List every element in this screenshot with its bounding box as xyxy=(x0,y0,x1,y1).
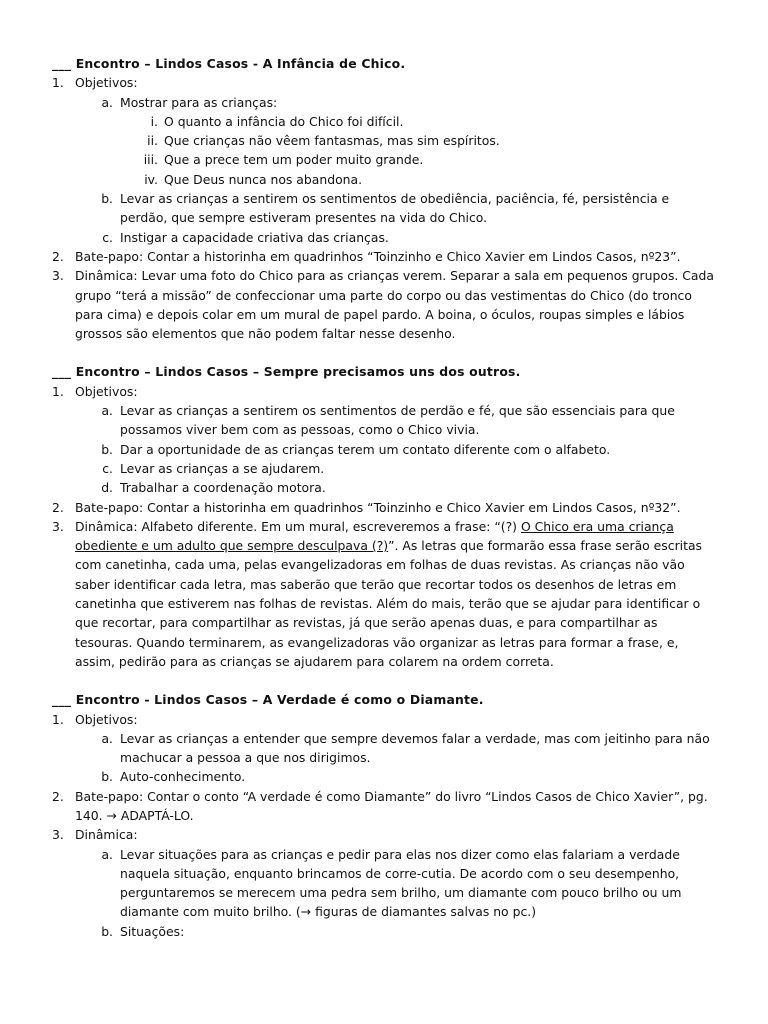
chat-item xyxy=(52,247,718,266)
objective-text: Trabalhar a coordenação motora. xyxy=(120,480,326,496)
dynamic-sub-text: Levar situações para as crianças e pedir para elas nos dizer como elas falariam a verdade naquela situação, enquanto brincamos de corre-cutia. De acordo com o seu desempenho, perguntaremos se merecem uma pedra sem brilho, um diamante com pouco brilho ou um diamante com muito brilho. (→ figuras de diamantes salvas no pc.) xyxy=(120,846,682,920)
objective-text: Dar a oportunidade de as crianças terem um contato diferente com o alfabeto. xyxy=(120,441,611,457)
dynamic-label: Dinâmica: xyxy=(75,827,138,843)
list-letter: a. xyxy=(101,94,113,110)
chat-item xyxy=(52,787,718,826)
objective-item xyxy=(52,459,718,478)
objective-text: Levar as crianças a sentirem os sentimentos de perdão e fé, que são essenciais para que possamos viver bem com as pessoas, como o Chico vivia. xyxy=(120,403,675,438)
list-number: 3. xyxy=(52,518,64,534)
objectives-label: Objetivos: xyxy=(75,383,138,399)
list-letter: b. xyxy=(101,191,113,207)
list-letter: b. xyxy=(101,441,113,457)
objective-text: Levar as crianças a sentirem os sentimentos de obediência, paciência, fé, persistência e perdão, que sempre estiveram presentes na vida do Chico. xyxy=(120,191,670,226)
sub-objective-text: Que crianças não vêem fantasmas, mas sim espíritos. xyxy=(164,133,500,149)
sub-objective-item xyxy=(52,170,718,189)
list-number: 3. xyxy=(52,268,64,284)
sub-objective-text: Que Deus nunca nos abandona. xyxy=(164,171,363,187)
list-letter: a. xyxy=(101,846,113,862)
objective-item xyxy=(52,93,718,112)
list-number: 1. xyxy=(52,75,64,91)
list-letter: b. xyxy=(101,923,113,939)
objectives-label: Objetivos: xyxy=(75,711,138,727)
dynamic-item xyxy=(52,517,718,671)
list-letter: a. xyxy=(101,730,113,746)
objective-item xyxy=(52,767,718,786)
dynamic-sub-text: Situações: xyxy=(120,923,185,939)
underlined-phrase: O Chico era uma criança obediente e um adulto que sempre desculpava (?) xyxy=(75,518,674,554)
section-heading: ___ Encontro – Lindos Casos - A Infância de Chico. xyxy=(52,56,406,71)
objectives-item xyxy=(52,73,718,92)
sub-objective-text: O quanto a infância do Chico foi difícil. xyxy=(164,113,404,129)
objective-item xyxy=(52,729,718,768)
dynamic-text xyxy=(52,517,718,671)
dynamic-item xyxy=(52,825,718,844)
list-roman: iii. xyxy=(143,152,158,168)
sub-objective-item xyxy=(52,112,718,131)
dynamic-text: Dinâmica: Levar uma foto do Chico para as crianças verem. Separar a sala em pequenos grupos. Cada grupo “terá a missão” de confeccionar uma parte do corpo ou das vestimentas do Chico (do tronco para cima) e depois colar em um mural de papel pardo. A boina, o óculos, roupas simples e lábios grossos são elementos que não podem faltar nesse desenho. xyxy=(75,268,714,342)
chat-item xyxy=(52,498,718,517)
chat-text: Bate-papo: Contar o conto “A verdade é como Diamante” do livro “Lindos Casos de Chico Xavier”, pg. 140. → ADAPTÁ-LO. xyxy=(75,788,708,823)
objective-item xyxy=(52,440,718,459)
objective-text: Levar as crianças a entender que sempre devemos falar a verdade, mas com jeitinho para não machucar a pessoa a que nos dirigimos. xyxy=(120,730,710,766)
objectives-label: Objetivos: xyxy=(75,75,138,91)
list-number: 2. xyxy=(52,499,64,515)
encounter-section-2 xyxy=(52,362,718,671)
list-roman: iv. xyxy=(144,171,158,187)
dynamic-text-intro: Dinâmica: Alfabeto diferente. Em um mural, escreveremos a frase: “(?) xyxy=(75,518,521,534)
objective-item xyxy=(52,189,718,228)
chat-text: Bate-papo: Contar a historinha em quadrinhos “Toinzinho e Chico Xavier em Lindos Casos, nº32”. xyxy=(75,499,681,515)
list-roman: i. xyxy=(150,113,158,129)
list-number: 3. xyxy=(52,827,64,843)
objective-text: Instigar a capacidade criativa das crianças. xyxy=(120,229,389,245)
objectives-item xyxy=(52,382,718,401)
encounter-section-1 xyxy=(52,54,718,343)
dynamic-sub-item xyxy=(52,845,718,922)
list-letter: b. xyxy=(101,769,113,785)
chat-text: Bate-papo: Contar a historinha em quadrinhos “Toinzinho e Chico Xavier em Lindos Casos, nº23”. xyxy=(75,248,681,264)
list-roman: ii. xyxy=(147,133,158,149)
objective-item xyxy=(52,401,718,440)
list-number: 2. xyxy=(52,248,64,264)
dynamic-text-rest: ”. As letras que formarão essa frase serão escritas com canetinha, cada uma, pelas evangelizadoras em folhas de duas revistas. As crianças não vão saber identificar cada letra, mas saberão que terão que recortar todos os desenhos de letras em canetinha que estiverem nas folhas de revistas. Além do mais, terão que se ajudar para identificar o que recortar, para compartilhar as revistas, já que serão apenas duas, e para compartilhar as tesouras. Quando terminarem, as evangelizadoras vão organizar as letras para formar a frase, e, assim, pedirão para as crianças se ajudarem para colarem na ordem correta. xyxy=(75,538,703,669)
objective-text: Mostrar para as crianças: xyxy=(120,94,278,110)
list-number: 2. xyxy=(52,788,64,804)
dynamic-sub-item xyxy=(52,922,718,941)
objective-item xyxy=(52,228,718,247)
section-heading: ___ Encontro – Lindos Casos – Sempre precisamos uns dos outros. xyxy=(52,364,521,380)
section-heading: ___ Encontro - Lindos Casos – A Verdade é como o Diamante. xyxy=(52,692,484,708)
list-number: 1. xyxy=(52,383,64,399)
sub-objective-item xyxy=(52,131,718,150)
encounter-section-3 xyxy=(52,690,718,941)
list-letter: d. xyxy=(101,480,113,496)
list-number: 1. xyxy=(52,711,64,727)
objective-text: Auto-conhecimento. xyxy=(120,769,246,785)
list-letter: a. xyxy=(101,403,113,419)
dynamic-item xyxy=(52,266,718,343)
list-letter: c. xyxy=(102,229,113,245)
objectives-item xyxy=(52,710,718,729)
objective-text: Levar as crianças a se ajudarem. xyxy=(120,460,325,476)
sub-objective-text: Que a prece tem um poder muito grande. xyxy=(164,152,424,168)
list-letter: c. xyxy=(102,460,113,476)
sub-objective-item xyxy=(52,150,718,169)
objective-item xyxy=(52,478,718,497)
